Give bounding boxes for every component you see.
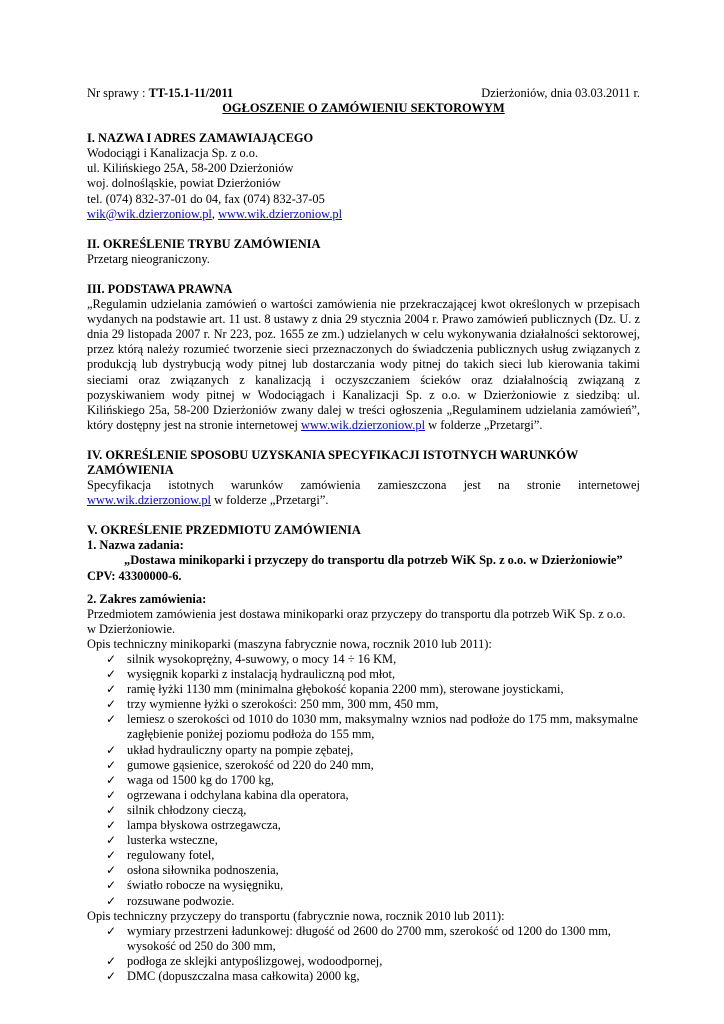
list-item: ✓ ramię łyżki 1130 mm (minimalna głębokość kopania 2200 mm), sterowane joystickami, bbox=[106, 682, 564, 697]
section-3-heading: III. PODSTAWA PRAWNA bbox=[87, 281, 233, 296]
check-icon: ✓ bbox=[106, 742, 117, 757]
check-icon: ✓ bbox=[106, 697, 117, 712]
company-name: Wodociągi i Kanalizacja Sp. z o.o. bbox=[87, 146, 259, 161]
scope-line-1: Przedmiotem zamówienia jest dostawa minikoparki oraz przyczepy do transportu dla potrzeb WiK Sp. z o.o. bbox=[87, 606, 626, 621]
section-4-heading-line2: ZAMÓWIENIA bbox=[87, 462, 174, 477]
document-title: OGŁOSZENIE O ZAMÓWIENIU SEKTOROWYM bbox=[222, 101, 505, 116]
check-icon: ✓ bbox=[106, 923, 117, 938]
check-icon: ✓ bbox=[106, 833, 117, 848]
legal-basis-text: „Regulamin udzielania zamówień o wartości zamówienia nie przekraczającej kwot określonych w przepisach wydanych na podstawie art. 11 ust. 8 ustawy z dnia 29 stycznia 2004 r. Prawo zamówień publicznych (Dz. U. z dnia 29 listopada 2007 r. Nr 223, poz. 1655 ze zm.) udzielanych w celu wykonywania działalności sektorowej, przez którą należy rozumieć tworzenie sieci przeznaczonych do świadczenia publicznych usług związanych z produkcją lub dystrybucją wody pitnej lub dostarczania wody pitnej do takich sieci lub kierowania takimi sieciami oraz związanych z kanalizacją i oczyszczaniem ścieków oraz działalnością związaną z pozyskiwaniem wody pitnej w Wodociągach i Kanalizacji Sp. z o.o. w Dzierżoniowie z siedzibą: ul. Kilińskiego 25a, 58-200 Dzierżoniów zwany dalej w treści ogłoszenia „Regulaminem udzielania zamówień”, który dostępny jest na stronie internetowej www.wik.dzierzoniow.pl w folderze „Przetargi”. bbox=[87, 297, 640, 432]
check-icon: ✓ bbox=[106, 863, 117, 878]
check-icon: ✓ bbox=[106, 848, 117, 863]
list-item: ✓ światło robocze na wysięgniku, bbox=[106, 878, 284, 893]
check-icon: ✓ bbox=[106, 757, 117, 772]
email-link[interactable]: wik@wik.dzierzoniow.pl bbox=[87, 206, 212, 221]
list-item: ✓ waga od 1500 kg do 1700 kg, bbox=[106, 772, 274, 787]
section-4-heading-line1: IV. OKREŚLENIE SPOSOBU UZYSKANIA SPECYFIKACJI ISTOTNYCH WARUNKÓW bbox=[87, 447, 579, 462]
check-icon: ✓ bbox=[106, 878, 117, 893]
list-item: ✓ silnik wysokoprężny, 4-suwowy, o mocy 14 ÷ 16 KM, bbox=[106, 652, 397, 666]
cpv-code: CPV: 43300000-6. bbox=[87, 568, 182, 583]
company-phone: tel. (074) 832-37-01 do 04, fax (074) 832-37-05 bbox=[87, 191, 325, 206]
scope-line-2: w Dzierżoniowie. bbox=[87, 621, 176, 636]
section-1-heading: I. NAZWA I ADRES ZAMAWIAJĄCEGO bbox=[87, 131, 314, 146]
section-5-heading: V. OKREŚLENIE PRZEDMIOTU ZAMÓWIENIA bbox=[87, 523, 361, 538]
procedure-type: Przetarg nieograniczony. bbox=[87, 251, 210, 266]
scope-label: 2. Zakres zamówienia: bbox=[87, 591, 207, 606]
trailer-spec-list bbox=[87, 924, 640, 984]
company-street: ul. Kilińskiego 25A, 58-200 Dzierżoniów bbox=[87, 161, 294, 176]
check-icon: ✓ bbox=[106, 652, 117, 666]
place-date: Dzierżoniów, dnia 03.03.2011 r. bbox=[481, 86, 640, 100]
list-item: ✓ układ hydrauliczny oparty na pompie zębatej, bbox=[106, 742, 354, 757]
list-item: ✓ DMC (dopuszczalna masa całkowita) 2000 kg, bbox=[106, 968, 360, 983]
list-item: ✓ lemiesz o szerokości od 1010 do 1030 mm, maksymalny wznios nad podłoże do 175 mm, maksymalne zagłębienie poniżej poziomu podłoża do 155 mm, bbox=[106, 712, 639, 742]
list-item: ✓ podłoga ze sklejki antypoślizgowej, wodoodpornej, bbox=[106, 953, 383, 968]
check-icon: ✓ bbox=[106, 772, 117, 787]
list-item: ✓ regulowany fotel, bbox=[106, 848, 215, 863]
check-icon: ✓ bbox=[106, 667, 117, 682]
list-item: ✓ osłona siłownika podnoszenia, bbox=[106, 863, 279, 878]
list-item: ✓ wymiary przestrzeni ładunkowej: długość od 2600 do 2700 mm, szerokość od 1200 do 1300 mm, wysokość od 250 do 300 mm, bbox=[106, 923, 611, 953]
website-link[interactable]: www.wik.dzierzoniow.pl bbox=[218, 206, 343, 221]
document-page bbox=[87, 86, 640, 984]
list-item: ✓ lusterka wsteczne, bbox=[106, 833, 218, 848]
list-item: ✓ lampa błyskowa ostrzegawcza, bbox=[106, 818, 281, 833]
check-icon: ✓ bbox=[106, 968, 117, 983]
company-contacts: wik@wik.dzierzoniow.pl, www.wik.dzierzoniow.pl bbox=[87, 206, 343, 221]
spec-link[interactable]: www.wik.dzierzoniow.pl bbox=[87, 493, 211, 508]
check-icon: ✓ bbox=[106, 682, 117, 697]
list-item: ✓ ogrzewana i odchylana kabina dla operatora, bbox=[106, 787, 349, 802]
section-2-heading: II. OKREŚLENIE TRYBU ZAMÓWIENIA bbox=[87, 236, 321, 251]
check-icon: ✓ bbox=[106, 893, 117, 908]
excavator-intro: Opis techniczny minikoparki (maszyna fabrycznie nowa, rocznik 2010 lub 2011): bbox=[87, 636, 492, 651]
check-icon: ✓ bbox=[106, 712, 117, 727]
check-icon: ✓ bbox=[106, 953, 117, 968]
check-icon: ✓ bbox=[106, 802, 117, 817]
list-item: ✓ wysięgnik koparki z instalacją hydrauliczną pod młot, bbox=[106, 667, 396, 682]
spec-availability-line: Specyfikacja istotnych warunków zamówienia zamieszczona jest na stronie internetowej bbox=[87, 478, 640, 493]
header-row bbox=[87, 86, 640, 101]
legal-basis-link[interactable]: www.wik.dzierzoniow.pl bbox=[301, 417, 426, 432]
check-icon: ✓ bbox=[106, 818, 117, 833]
excavator-spec-list bbox=[87, 652, 640, 909]
check-icon: ✓ bbox=[106, 787, 117, 802]
list-item: ✓ rozsuwane podwozie. bbox=[106, 893, 235, 908]
list-item: ✓ trzy wymienne łyżki o szerokości: 250 mm, 300 mm, 450 mm, bbox=[106, 697, 439, 712]
task-title: „Dostawa minikoparki i przyczepy do transportu dla potrzeb WiK Sp. z o.o. w Dzierżoniowie” bbox=[124, 553, 623, 568]
trailer-intro: Opis techniczny przyczepy do transportu (fabrycznie nowa, rocznik 2010 lub 2011): bbox=[87, 908, 505, 923]
task-name-label: 1. Nazwa zadania: bbox=[87, 538, 184, 553]
list-item: ✓ gumowe gąsienice, szerokość od 220 do 240 mm, bbox=[106, 757, 374, 772]
list-item: ✓ silnik chłodzony cieczą, bbox=[106, 802, 247, 817]
company-region: woj. dolnośląskie, powiat Dzierżoniów bbox=[87, 176, 281, 191]
spec-link-line: www.wik.dzierzoniow.pl w folderze „Przetargi”. bbox=[87, 493, 329, 508]
case-number: Nr sprawy : TT-15.1-11/2011 bbox=[87, 86, 234, 100]
